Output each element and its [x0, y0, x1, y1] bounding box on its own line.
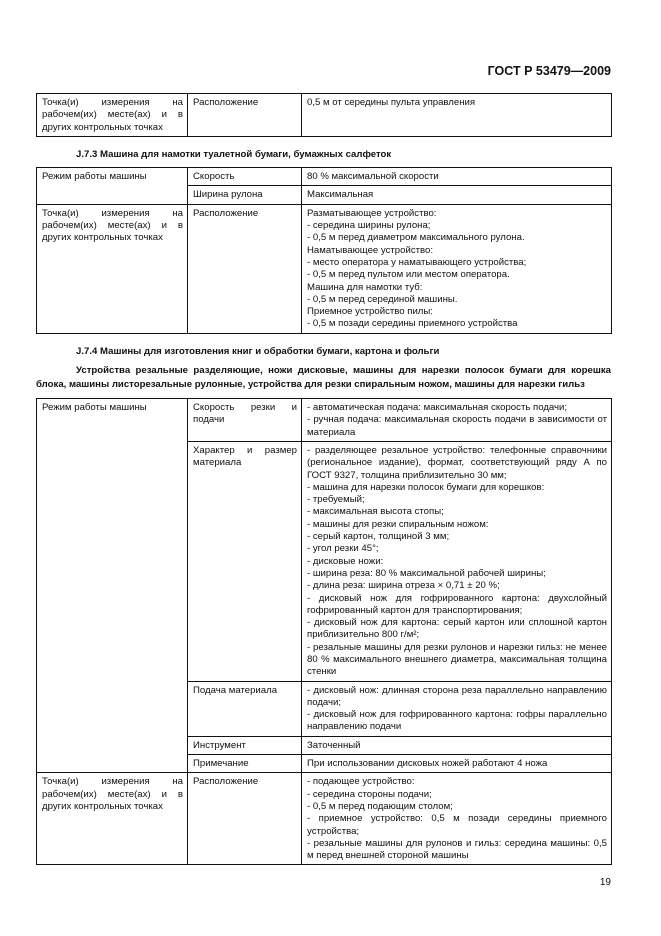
characteristic-cell: Скорость резки и подачи	[188, 399, 302, 442]
value-line: - серый картон, толщиной 3 мм;	[307, 531, 450, 543]
characteristic-cell: Подача материала	[188, 681, 302, 736]
value-line: - приемное устройство: 0,5 м позади середины приемного устройства;	[307, 813, 607, 837]
value-line: - резальные машины для резки рулонов и нарезки гильз: не менее 80 % максимального внешнего диаметра, максимальная толщина стенки	[307, 641, 607, 678]
value-cell	[302, 399, 612, 442]
value-line: Приемное устройство пилы:	[307, 306, 433, 318]
value-line: - резальные машины для рулонов и гильз: середина машины: 0,5 м перед внешней стороной машины	[307, 837, 607, 862]
parameter-cell: Режим работы машины	[37, 168, 188, 205]
value-line: - дисковый нож для гофрированного картона: двухслойный гофрированный картон для транспортирования;	[307, 592, 607, 616]
value-line: - максимальная высота стопы;	[307, 506, 444, 518]
value-line: - дисковый нож для картона: серый картон или сплошной картон приблизительно 800 г/м²;	[307, 617, 607, 641]
value-line: - ручная подача: максимальная скорость подачи в зависимости от материала	[307, 414, 607, 438]
parameter-cell: Точка(и) измерения на рабочем(их) месте(ах) и в других контрольных точках	[37, 94, 188, 137]
parameter-cell: Точка(и) измерения на рабочем(их) месте(ах) и в других контрольных точках	[37, 204, 188, 333]
value-cell	[302, 204, 612, 333]
value-cell	[302, 94, 612, 137]
value-line: 0,5 м от середины пульта управления	[307, 97, 476, 108]
value-line: - машины для резки спиральным ножом:	[307, 518, 489, 530]
section-j74-heading: J.7.4 Машины для изготовления книг и обработки бумаги, картона и фольги	[76, 345, 440, 357]
table-toilet-paper-machine	[36, 167, 612, 334]
value-line: - автоматическая подача: максимальная скорость подачи;	[307, 402, 568, 414]
value-line: - середина стороны подачи;	[307, 788, 432, 800]
characteristic-cell: Характер и размер материала	[188, 441, 302, 681]
value-line: Машина для намотки туб:	[307, 281, 423, 293]
value-line: - место оператора у наматывающего устройства;	[307, 256, 527, 268]
value-line: - ширина реза: 80 % максимальной рабочей ширины;	[307, 567, 546, 579]
value-line: - машина для нарезки полосок бумаги для корешков:	[307, 481, 545, 493]
section-j73-heading: J.7.3 Машина для намотки туалетной бумаги, бумажных салфеток	[76, 148, 392, 160]
value-line: - требуемый;	[307, 494, 365, 506]
value-cell	[302, 168, 612, 186]
value-line: - 0,5 м перед подающим столом;	[307, 800, 453, 812]
value-line: - середина ширины рулона;	[307, 220, 431, 232]
characteristic-cell: Скорость	[188, 168, 302, 186]
characteristic-cell: Примечание	[188, 755, 302, 773]
value-line: Наматывающее устройство:	[307, 244, 434, 256]
parameter-cell: Режим работы машины	[37, 399, 188, 773]
value-line: - разделяющее резальное устройство: телефонные справочники (региональное издание), формат, соответствующий ряду А по ГОСТ 9327, толщина приблизительно 30 мм;	[307, 444, 607, 481]
characteristic-cell: Расположение	[188, 204, 302, 333]
value-cell	[302, 755, 612, 773]
characteristic-cell: Расположение	[188, 94, 302, 137]
table-row	[37, 168, 612, 186]
value-line: 80 % максимальной скорости	[307, 171, 439, 183]
parameter-cell: Точка(и) измерения на рабочем(их) месте(ах) и в других контрольных точках	[37, 773, 188, 865]
value-line: - дисковый нож: длинная сторона реза параллельно направлению подачи;	[307, 684, 607, 708]
value-line: - 0,5 м позади середины приемного устройства	[307, 318, 518, 330]
value-line: - 0,5 м перед пультом или местом оператора.	[307, 269, 510, 281]
characteristic-cell: Расположение	[188, 773, 302, 865]
value-line: - 0,5 м перед серединой машины.	[307, 293, 458, 305]
value-cell	[302, 681, 612, 736]
value-cell	[302, 736, 612, 754]
value-line: Разматывающее устройство:	[307, 207, 437, 219]
table-row	[37, 94, 612, 137]
section-j74-subtitle: Устройства резальные разделяющие, ножи дисковые, машины для нарезки полосок бумаги для корешка блока, машины листорезальные рулонные, устройства для резки спиральным ножом, машины для нарезки гильз	[36, 365, 611, 391]
document-header: ГОСТ Р 53479—2009	[487, 64, 611, 78]
value-line: - 0,5 м перед диаметром максимального рулона.	[307, 232, 525, 244]
value-line: - длина реза: ширина отреза × 0,71 ± 20 %;	[307, 580, 500, 592]
table-row	[37, 773, 612, 865]
table-row	[37, 204, 612, 333]
value-line: - дисковые ножи:	[307, 555, 384, 567]
value-line: Заточенный	[307, 739, 361, 751]
characteristic-cell: Ширина рулона	[188, 186, 302, 204]
value-line: При использовании дисковых ножей работают 4 ножа	[307, 758, 548, 770]
value-cell	[302, 441, 612, 681]
table-measurement-point	[36, 93, 612, 137]
value-cell	[302, 186, 612, 204]
page-number: 19	[599, 877, 611, 889]
value-line: - подающее устройство:	[307, 776, 415, 788]
table-row	[37, 399, 612, 442]
value-line: - дисковый нож для гофрированного картона: гофры параллельно направлению подачи	[307, 709, 607, 733]
value-line: Максимальная	[307, 189, 374, 201]
value-cell	[302, 773, 612, 865]
value-line: - угол резки 45°;	[307, 543, 379, 555]
characteristic-cell: Инструмент	[188, 736, 302, 754]
table-book-paper-machines	[36, 398, 612, 865]
